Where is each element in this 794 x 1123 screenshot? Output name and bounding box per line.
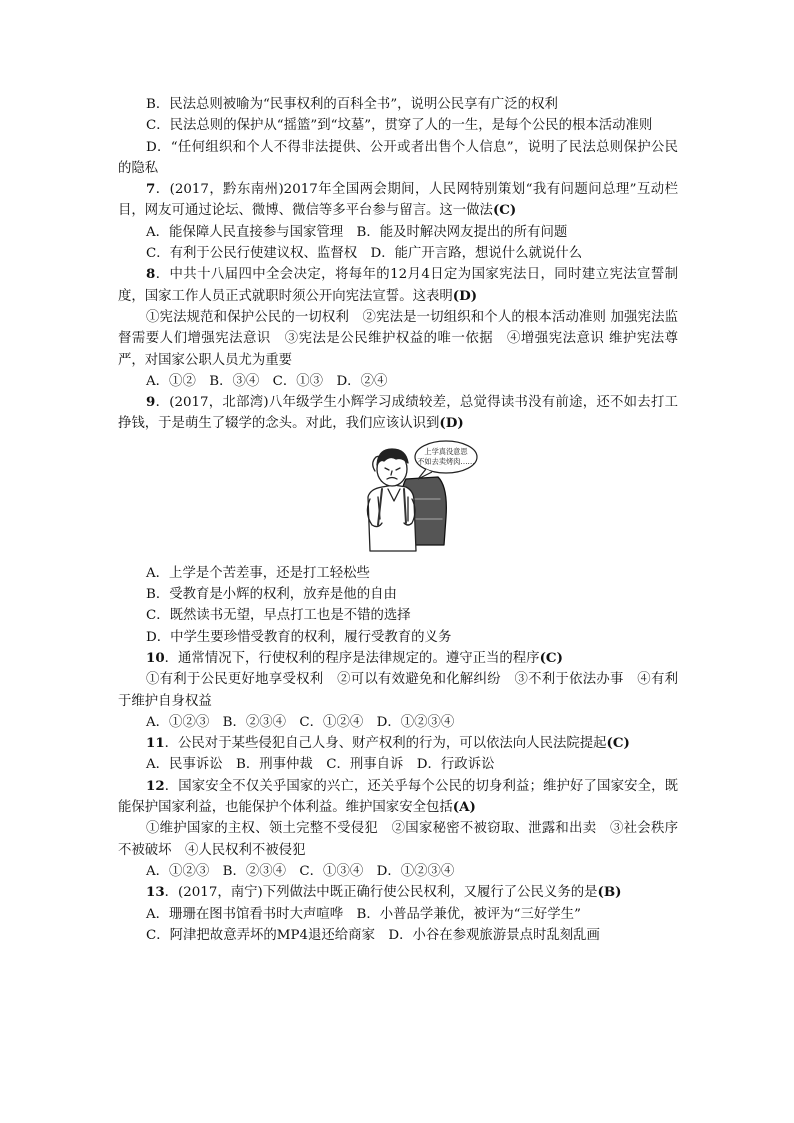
q9-number: 9 bbox=[146, 394, 156, 411]
q7-options-cd: C．有利于公民行使建议权、监督权 D．能广开言路，想说什么就说什么 bbox=[146, 246, 583, 262]
q11-stem bbox=[118, 733, 678, 754]
q7-number: 7 bbox=[146, 181, 156, 198]
q6-option-d: D．“任何组织和个人不得非法提供、公开或者出售个人信息”，说明了民法总则保护公民的隐私 bbox=[118, 139, 678, 176]
q10-answer: (C) bbox=[539, 649, 563, 666]
q8-statements: ①宪法规范和保护公民的一切权利 ②宪法是一切组织和个人的根本活动准则 加强宪法监督需要人们增强宪法意识 ③宪法是公民维护权益的唯一依据 ④增强宪法意识 维护宪法尊严，对国家公职人员尤为重要 bbox=[118, 309, 678, 368]
q10-statements: ①有利于公民更好地享受权利 ②可以有效避免和化解纠纷 ③不利于依法办事 ④有利于维护自身权益 bbox=[118, 672, 678, 709]
q6-option-c: C．民法总则的保护从“摇篮”到“坟墓”，贯穿了人的一生，是每个公民的根本活动准则 bbox=[146, 118, 653, 134]
q7-options-ab: A．能保障人民直接参与国家管理 B．能及时解决网友提出的所有问题 bbox=[146, 224, 568, 240]
q8-options: A．①② B．③④ C．①③ D．②④ bbox=[146, 373, 388, 389]
q10-options: A．①②③ B．②③④ C．①②④ D．①②③④ bbox=[146, 714, 455, 730]
q12-stem bbox=[118, 776, 678, 819]
q12-statements: ①维护国家的主权、领土完整不受侵犯 ②国家秘密不被窃取、泄露和出卖 ③社会秩序不被破坏 ④人民权利不被侵犯 bbox=[118, 821, 678, 858]
q9-option-a: A．上学是个苦差事，还是打工轻松些 bbox=[146, 565, 370, 581]
q10-text: ．通常情况下，行使权利的程序是法律规定的。遵守正当的程序 bbox=[164, 650, 540, 666]
q11-options: A．民事诉讼 B．刑事仲裁 C．刑事自诉 D．行政诉讼 bbox=[146, 757, 495, 773]
q13-options-ab: A．珊珊在图书馆看书时大声喧哗 B．小普品学兼优，被评为“三好学生” bbox=[146, 906, 581, 922]
q8-number: 8 bbox=[146, 266, 156, 283]
q7-text: ．(2017，黔东南州)2017年全国两会期间，人民网特别策划“我有问题问总理”互动栏目，网友可通过论坛、微博、微信等多平台参与留言。这一做法 bbox=[118, 182, 678, 219]
q13-options-cd: C．阿津把故意弄坏的MP4退还给商家 D．小谷在参观旅游景点时乱刻乱画 bbox=[146, 927, 600, 943]
q8-answer: (D) bbox=[452, 287, 478, 304]
worksheet-page bbox=[118, 94, 678, 946]
bubble-line-2: 不如去卖烤肉…… bbox=[417, 456, 475, 466]
q10-stem bbox=[118, 648, 678, 669]
q9-stem bbox=[118, 392, 678, 435]
q7-answer: (C) bbox=[492, 202, 517, 219]
q9-option-d: D．中学生要珍惜受教育的权利，履行受教育的义务 bbox=[146, 629, 452, 645]
q13-number: 13 bbox=[146, 884, 165, 901]
q12-number: 12 bbox=[146, 777, 165, 794]
q11-text: ．公民对于某些侵犯自己人身、财产权利的行为，可以依法向人民法院提起 bbox=[164, 736, 607, 752]
q13-stem bbox=[118, 882, 678, 903]
q12-answer: (A) bbox=[452, 799, 476, 816]
q7-stem bbox=[118, 179, 678, 222]
q13-answer: (B) bbox=[597, 884, 622, 901]
q13-text: ．(2017，南宁)下列做法中既正确行使公民权利，又履行了公民义务的是 bbox=[164, 885, 598, 901]
q12-text: ．国家安全不仅关乎国家的兴亡，还关乎每个公民的切身利益；维护好了国家安全，既能保护国家利益，也能保护个体利益。维护国家安全包括 bbox=[118, 778, 678, 816]
student-cartoon-illustration bbox=[348, 439, 478, 553]
q11-answer: (C) bbox=[606, 735, 630, 752]
q10-number: 10 bbox=[146, 649, 165, 666]
q9-text: ．(2017，北部湾)八年级学生小辉学习成绩较差，总觉得读书没有前途，还不如去打工挣钱，于是萌生了辍学的念头。对此，我们应该认识到 bbox=[118, 395, 678, 432]
q6-option-b: B．民法总则被喻为“民事权利的百科全书”，说明公民享有广泛的权利 bbox=[146, 97, 558, 112]
q11-number: 11 bbox=[146, 735, 165, 752]
q8-stem bbox=[118, 264, 678, 307]
q9-option-b: B．受教育是小辉的权利，放弃是他的自由 bbox=[146, 587, 397, 603]
q9-option-c: C．既然读书无望，早点打工也是不错的选择 bbox=[146, 608, 411, 624]
q9-answer: (D) bbox=[439, 415, 464, 432]
q12-options: A．①②③ B．②③④ C．①③④ D．①②③④ bbox=[146, 863, 455, 879]
bubble-line-1: 上学真没意思 bbox=[424, 446, 468, 456]
q9-cartoon bbox=[118, 439, 678, 557]
q8-text: ．中共十八届四中全会决定，将每年的12月4日定为国家宪法日，同时建立宪法宣誓制度，国家工作人员正式就职时须公开向宪法宣誓。这表明 bbox=[118, 267, 678, 304]
